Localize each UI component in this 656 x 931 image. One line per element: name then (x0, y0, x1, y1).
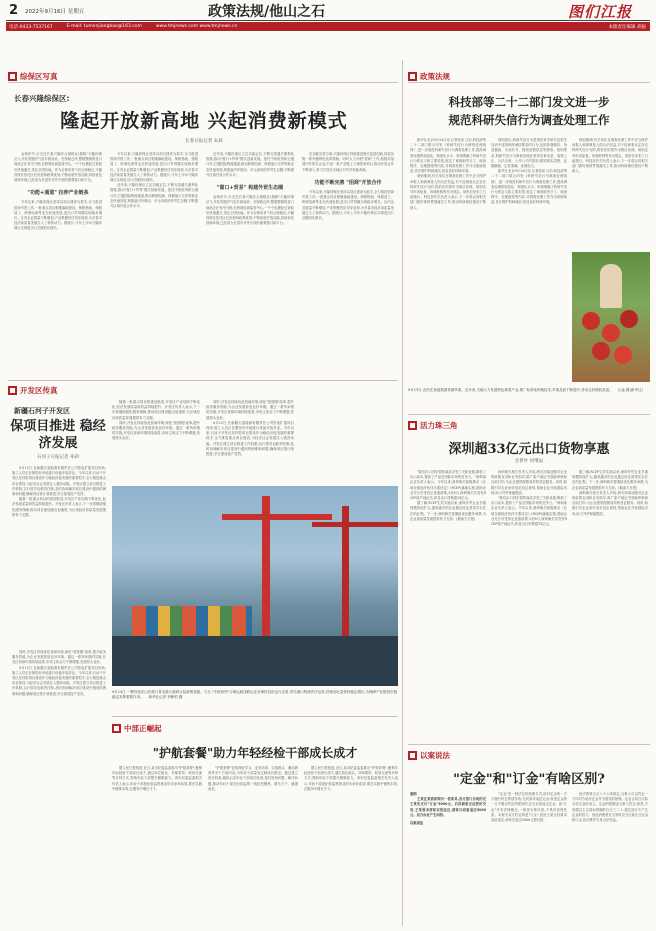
ship-hull (112, 636, 398, 686)
section-label-text: 中部正崛起 (124, 724, 162, 733)
email-text: E-mail: tumenjiangbao@163.com (66, 24, 142, 29)
policy-headline-line1: 科技部等二十二部门发文进一步 (448, 95, 610, 109)
crane-arm (222, 514, 332, 520)
law-column-1 (410, 792, 486, 926)
newspaper-logo (552, 0, 648, 22)
article-paragraph: 规则指出,科研失信行为是指在科学研究及相关活动中违背科研诚信要求的行为,包括抄袭剽窃、伪造篡改、买卖代写、提供虚假信息等情形。规则要求,科研失信行为调查处理应坚持实事求是、客观公正、合法合规、公开公平的原则,做到事实清楚、证据确凿、定性准确、处理恰当。 (491, 138, 567, 169)
article3-column-1 (112, 766, 202, 926)
caption-credit: 江淼 摄(新华社) (617, 388, 643, 392)
section-marker-icon (112, 724, 121, 733)
section-label-text: 政策法规 (420, 72, 450, 81)
article-kicker: 长春兴隆综保区: (14, 94, 70, 103)
article-subhead: 功能不断完善 "招商"开放合作 (314, 179, 382, 186)
left-bottom-column (12, 650, 106, 926)
apple-icon (620, 310, 638, 328)
apple-icon (602, 324, 620, 342)
caption-text: 9月13日,农民在某地果园采摘苹果。近年来,当地大力发展特色林果产业,推广标准化种植技术,苹果品质不断提升,带动农民增收致富。 (408, 388, 613, 392)
article-paragraph: "我们出口到东盟的商品享受了关税优惠,降低了出口成本,提高了产品在国际市场的竞争力。"深圳某企业负责人表示。今年以来,深圳海关积极推动《区域全面经济伙伴关系协定》(RCEP)落地实施,帮助企业充分享受协定优惠政策,1至8月,深圳海关共签发RCEP原产地证书,涉及出口货物超33亿元。 (410, 470, 486, 501)
apple-icon (582, 312, 600, 330)
page-number: 2 (9, 3, 19, 18)
article-paragraph: 随着一批重点项目的建设推进,开发区产业结构不断优化,经济发展质量和效益持续提升。开发区负责人表示,下一步将继续强化服务保障,推动项目建设跑出加速度,为区域经济高质量发展提供有力支撑。 (112, 400, 200, 420)
shenzhen-column-1 (410, 470, 486, 738)
masthead (0, 0, 656, 36)
article-paragraph: 今年以来,兴隆综保区坚持以项目建设为抓手,全力推进招商引资工作,一批重点项目相继落地建设。保税物流、保税加工、跨境电商等业态快速发展,进出口贸易额实现稳步增长。区内企业数量不断增加,产业集聚效应初步显现,为长春市经济高质量发展注入了新的动力。据统计,今年上半年兴隆综保区实现进出口总额同比增长。 (110, 152, 198, 183)
article-paragraph: 9月12日,在新疆天富能源有限责任公司热电扩建项目现场,施工人员正在紧张有序地进行设备安装作业。今年以来,石河子开发区坚持把项目建设作为稳经济促发展的重要抓手,全力推进重点项目建设,为经济社会发展注入强劲动能。开发区建立项目推进工作机制,实行领导包联责任制,及时协调解决项目建设中遇到的困难和问题,确保项目按计划推进,早日建成投产见效。 (12, 466, 106, 497)
section-label-law-case (408, 750, 450, 761)
issue-date: 2022年9月16日 星期五 (25, 9, 85, 15)
article-paragraph: 9月12日,在新疆天富能源有限责任公司热电扩建项目现场,施工人员正在紧张有序地进行设备安装作业。今年以来,石河子开发区坚持把项目建设作为稳经济促发展的重要抓手,全力推进重点项目建设,为经济社会发展注入强劲动能。开发区建立项目推进工作机制,实行领导包联责任制,及时协调解决项目建设中遇到的困难和问题,确保项目按计划推进,早日建成投产见效。 (12, 665, 106, 696)
article-byline: 长春日报记者 朱莉 (185, 139, 223, 144)
masthead-rule-top (6, 20, 650, 21)
article-paragraph: 同时,开发区持续优化营商环境,深化"放管服"改革,提升政务服务效能,为企业发展营造良好环境。通过一系列举措的实施,开发区营商环境持续改善,市场主体活力不断增强,发展势头良好。 (112, 420, 200, 441)
section-marker-icon (408, 421, 417, 430)
case-text: 王某在某商家购买一套家具,双方签订合同约定王某先支付"订金"5000元。后因商家无法按时交货,王某要求商家双倍返还,商家只同意退还5000元。双方由此产生纠纷。 (410, 797, 486, 817)
article-paragraph: 近年来,兴隆综保区立足功能定位,不断完善通关便利化措施,推动"窗口+贸易"模式创新发展。依托中欧班列和空港口岸,打通国际物流通道,推动跨境电商、保税展示交易等新业态快速发展,构建起内外联动、多元协同的外贸生态圈,不断提升区域开放合作水平。 (110, 183, 198, 209)
editor-text: 本版责任编辑 胡振 (608, 24, 646, 30)
section-label-pearl-river (408, 420, 458, 431)
article-paragraph: 金秋时节,行走在长春兴隆综合保税区(简称"兴隆综保区"),开放发展的气息扑面而来。在保税仓库,整箱整箱的进口商品正在有序分拣;在跨境电商监管中心,一个个包裹经过查验后快速通关,发往全国各地。作为吉林省首个综合保税区,兴隆综保区依托区位优势和政策优势,不断拓展开放功能,持续优化营商环境,已经成为长春市对外开放的重要窗口和平台。 (14, 152, 102, 183)
article2-byline: 石河子日报记者 朱莉 (37, 455, 79, 460)
column-divider (402, 60, 403, 926)
article-paragraph: 9月12日,在新疆天富能源有限责任公司热电扩建项目现场,施工人员正在紧张有序地进行设备安装作业。今年以来,石河子开发区坚持把项目建设作为稳经济促发展的重要抓手,全力推进重点项目建设,为经济社会发展注入强劲动能。开发区建立项目推进工作机制,实行领导包联责任制,及时协调解决项目建设中遇到的困难和问题,确保项目按计划推进,早日建成投产见效。 (206, 420, 294, 457)
shenzhen-byline: 甘梦扑 何继辰 (514, 459, 544, 464)
article-paragraph: 深圳海关相关负责人介绍,海关持续加强对企业的政策宣讲和业务指导,推广原产地证书智能审核和自助打印,为企业提供便捷高效的签证服务。同时,积极引导企业用好用足协定规则,帮助企业开拓国际市场,助力外贸保稳提质。 (491, 470, 567, 495)
section-label-text: 以案说法 (420, 751, 450, 760)
policy-headline-line2: 规范科研失信行为调查处理工作 (448, 113, 610, 127)
shenzhen-headline: 深圳超33亿元出口货物享惠 (448, 442, 610, 457)
law-column-3 (572, 792, 648, 926)
law-column-2 (491, 792, 567, 926)
article-paragraph: 据了解,RCEP生效实施以来,深圳外贸企业享惠规模持续扩大,越来越多的企业通过协定获得实实在在的红利。下一步,深圳海关将继续优化服务举措,为企业高质量发展提供有力支持。(据南方日报) (410, 501, 486, 521)
article-column-3 (206, 152, 294, 374)
article-subhead: "窗口+贸易" 构建外贸生态圈 (216, 185, 284, 192)
article2-headline: 保项目推进 稳经济发展 (10, 419, 106, 451)
apple-photo (572, 252, 650, 382)
article-paragraph: 据人民日报报道 近日,某市纪委监委推出"护航套餐",聚焦年轻经检干部成长成才,通过岗位练兵、导师帮带、轮岗交流等多种方式,帮助年轻干部提升履职能力。该市纪委监委相关负责人表示,年轻干部是纪检监察事业的未来和希望,要在实践中锤炼本领,在服务中增长才干。 (112, 766, 202, 791)
article-paragraph: 同时,开发区持续优化营商环境,深化"放管服"改革,提升政务服务效能,为企业发展营造良好环境。通过一系列举措的实施,开发区营商环境持续改善,市场主体活力不断增强,发展势头良好。 (206, 400, 294, 420)
section-rule (408, 744, 650, 745)
analysis-text: "定金"是一种法定的担保方式,给付定金的一方不履行约定的债务的,无权请求返还定金;收受定金的一方不履行约定的债务的,应当双倍返还定金。而"订金"并非法律概念,一般视为预付款,不具有担保性质。本案中双方约定的是"订金",因此王某无权要求双倍返还,商家应退还5000元预付款。 (491, 792, 567, 823)
section-marker-icon (8, 72, 17, 81)
article-paragraph: "我们出口到东盟的商品享受了关税优惠,降低了出口成本,提高了产品在国际市场的竞争力。"深圳某企业负责人表示。今年以来,深圳海关积极推动《区域全面经济伙伴关系协定》(RCEP)落地实施,帮助企业充分享受协定优惠政策,1至8月,深圳海关共签发RCEP原产地证书,涉及出口货物超33亿元。 (491, 496, 567, 527)
article-headline: 隆起开放新高地 兴起消费新模式 (60, 110, 348, 132)
phone-text: 电话-0433-7537167 (9, 24, 53, 30)
section-label-dev-zone (8, 385, 58, 396)
section-label-bonded-zone (8, 71, 58, 82)
article-column-4 (302, 152, 394, 374)
article-paragraph: 同时,开发区持续优化营商环境,深化"放管服"改革,提升政务服务效能,为企业发展营造良好环境。通过一系列举措的实施,开发区营商环境持续改善,市场主体活力不断增强,发展势头良好。 (12, 650, 106, 665)
crane-icon (342, 506, 349, 646)
article-paragraph: 新华社北京9月14日电 记者张泉 日前,科技部等二十二部门联合印发《科研失信行为调查处理规则》,进一步规范科研失信行为调查处理工作,提高调查处理的规范化、制度化水平。规则明确了科研失信行为的定义和主要类型,规定了调查职责分工、调查程序、处理措施等内容,对调查处理工作作出系统规范,旨在维护科研诚信,营造良好科研环境。 (491, 169, 567, 205)
article3-headline: "护航套餐"助力年轻经检干部成长成才 (152, 746, 358, 760)
article-paragraph: "护航套餐"包括理论学习、业务培训、实战练兵、廉洁教育等多个方面内容,为年轻干部量身定制成长路径。通过建立成长档案,跟踪记录年轻干部成长轨迹,及时发现问题、解决问题,推动年轻干部在纪检监察一线经受锻炼、增长才干、健康成长。 (208, 766, 298, 791)
crane-arm (312, 522, 398, 527)
section-rule (408, 414, 650, 415)
article-paragraph: 据人民日报报道 近日,某市纪委监委推出"护航套餐",聚焦年轻经检干部成长成才,通过岗位练兵、导师帮带、轮岗交流等多种方式,帮助年轻干部提升履职能力。该市纪委监委相关负责人表示,年轻干部是纪检监察事业的未来和希望,要在实践中锤炼本领,在服务中增长才干。 (304, 766, 398, 791)
section-title: 政策法规/他山之石 (208, 4, 326, 20)
article-paragraph: 新华社北京9月14日电 记者张泉 日前,科技部等二十二部门联合印发《科研失信行为调查处理规则》,进一步规范科研失信行为调查处理工作,提高调查处理的规范化、制度化水平。规则明确了科研失信行为的定义和主要类型,规定了调查职责分工、调查程序、处理措施等内容,对调查处理工作作出系统规范,旨在维护科研诚信,营造良好科研环境。 (410, 138, 486, 174)
section-label-text: 活力珠三角 (420, 421, 458, 430)
article-paragraph: 规则强调,有关单位在调查处理工作中应当保护举报人和被调查人的合法权益,对于经调查认定存在科研失信行为的,将依法依规作出相应处理。规则还对申诉复查、协调机制等作出规定。规则自发布之日起施行。科技部有关负责人表示,下一步将会同相关部门做好规则贯彻落实工作,推动科研诚信建设不断深入。 (410, 174, 486, 210)
port-photo (112, 486, 398, 686)
article3-column-3 (304, 766, 398, 926)
apple-icon (614, 346, 632, 364)
article3-column-2 (208, 766, 298, 926)
section-label-policy (408, 71, 450, 82)
section-marker-icon (8, 386, 17, 395)
contact-bar (6, 22, 650, 31)
section-label-text: 综保区写真 (20, 72, 58, 81)
article-paragraph: 据了解,RCEP生效实施以来,深圳外贸企业享惠规模持续扩大,越来越多的企业通过协定获得实实在在的红利。下一步,深圳海关将继续优化服务举措,为企业高质量发展提供有力支持。(据南方日报) (572, 470, 648, 490)
section-label-text: 开发区传真 (20, 386, 58, 395)
website-text: www.tmjnews.com www.tmjnews.cn (155, 24, 238, 29)
section-label-central (112, 723, 162, 734)
section-rule (8, 82, 398, 83)
section-marker-icon (408, 72, 417, 81)
section-marker-icon (408, 751, 417, 760)
case-label: 案例 (410, 792, 417, 796)
article-paragraph: 今年以来,兴隆综保区坚持以项目建设为抓手,全力推进招商引资工作,一批重点项目相继落地建设。保税物流、保税加工、跨境电商等业态快速发展,进出口贸易额实现稳步增长。区内企业数量不断增加,产业集聚效应初步显现,为长春市经济高质量发展注入了新的动力。据统计,今年上半年兴隆综保区实现进出口总额同比增长。 (14, 200, 102, 231)
section-rule (8, 380, 398, 381)
logo-text: 图们江报 (567, 2, 632, 21)
article2-body (12, 466, 106, 646)
apple-icon (592, 342, 610, 360)
policy-column-3 (572, 138, 648, 250)
article-paragraph: 民法典第五百八十六条规定,当事人可以约定一方向对方给付定金作为债权的担保。定金合同自实际交付定金时成立。定金的数额由当事人约定;但是,不得超过主合同标的额的百分之二十,超过部分不产生定金的效力。因此消费者在交易时应当注意区分定金和订金,依法维护自身合法权益。 (572, 792, 648, 823)
article-column-2 (110, 152, 198, 374)
caption-text: 9月14日,一艘货轮在山东港口青岛港大港码头装载集装箱。当日,"中欧班列"与海运航线联运业务保持良好运行态势,青岛港口物流有序运转,货物吞吐量保持稳定增长,为保障产业链供应链稳定发挥重要作用。 (112, 690, 397, 699)
person-figure (600, 264, 622, 308)
article-paragraph: 在功能完善方面,兴隆综保区持续推进海关监管创新,探索实施一系列便利化改革措施。同时大力开展"招商"工作,积极对接国内外知名企业,引进一批产业链上下游配套项目,推动开放合作不断深入,努力打造东北地区对外开放新高地。 (302, 152, 394, 172)
article-paragraph: 规则强调,有关单位在调查处理工作中应当保护举报人和被调查人的合法权益,对于经调查认定存在科研失信行为的,将依法依规作出相应处理。规则还对申诉复查、协调机制等作出规定。规则自发布之日起施行。科技部有关负责人表示,下一步将会同相关部门做好规则贯彻落实工作,推动科研诚信建设不断深入。 (572, 138, 648, 174)
section-rule (112, 716, 398, 717)
policy-column-1 (410, 138, 486, 388)
section-rule (408, 82, 650, 83)
article-paragraph: 近年来,兴隆综保区立足功能定位,不断完善通关便利化措施,推动"窗口+贸易"模式创新发展。依托中欧班列和空港口岸,打通国际物流通道,推动跨境电商、保税展示交易等新业态快速发展,构建起内外联动、多元协同的外贸生态圈,不断提升区域开放合作水平。 (206, 152, 294, 177)
policy-column-2 (491, 138, 567, 388)
caption-credit: 新华社记者 李紫恒 摄 (148, 695, 183, 699)
law-headline: "定金"和"订金"有啥区别? (453, 772, 605, 787)
apple-photo-caption (408, 388, 650, 393)
article-paragraph: 随着一批重点项目的建设推进,开发区产业结构不断优化,经济发展质量和效益持续提升。开发区负责人表示,下一步将继续强化服务保障,推动项目建设跑出加速度,为区域经济高质量发展提供有力支撑。 (12, 497, 106, 517)
article-subhead: "功能+通道" 拉伸产业链条 (27, 190, 89, 197)
port-photo-caption (112, 690, 398, 700)
containers (132, 606, 252, 636)
shenzhen-column-2 (491, 470, 567, 738)
article-column-1 (14, 152, 102, 374)
article-paragraph: 今年以来,兴隆综保区坚持以项目建设为抓手,全力推进招商引资工作,一批重点项目相继落地建设。保税物流、保税加工、跨境电商等业态快速发展,进出口贸易额实现稳步增长。区内企业数量不断增加,产业集聚效应初步显现,为长春市经济高质量发展注入了新的动力。据统计,今年上半年兴隆综保区实现进出口总额同比增长。 (302, 190, 394, 221)
analysis-label: 以案说法 (410, 821, 424, 826)
shenzhen-column-3 (572, 470, 648, 738)
article2-kicker: 新疆石河子开发区 (14, 407, 70, 415)
article-paragraph: 深圳海关相关负责人介绍,海关持续加强对企业的政策宣讲和业务指导,推广原产地证书智能审核和自助打印,为企业提供便捷高效的签证服务。同时,积极引导企业用好用足协定规则,帮助企业开拓国际市场,助力外贸保稳提质。 (572, 490, 648, 516)
article-paragraph: 金秋时节,行走在长春兴隆综合保税区(简称"兴隆综保区"),开放发展的气息扑面而来。在保税仓库,整箱整箱的进口商品正在有序分拣;在跨境电商监管中心,一个个包裹经过查验后快速通关,发往全国各地。作为吉林省首个综合保税区,兴隆综保区依托区位优势和政策优势,不断拓展开放功能,持续优化营商环境,已经成为长春市对外开放的重要窗口和平台。 (206, 195, 294, 226)
